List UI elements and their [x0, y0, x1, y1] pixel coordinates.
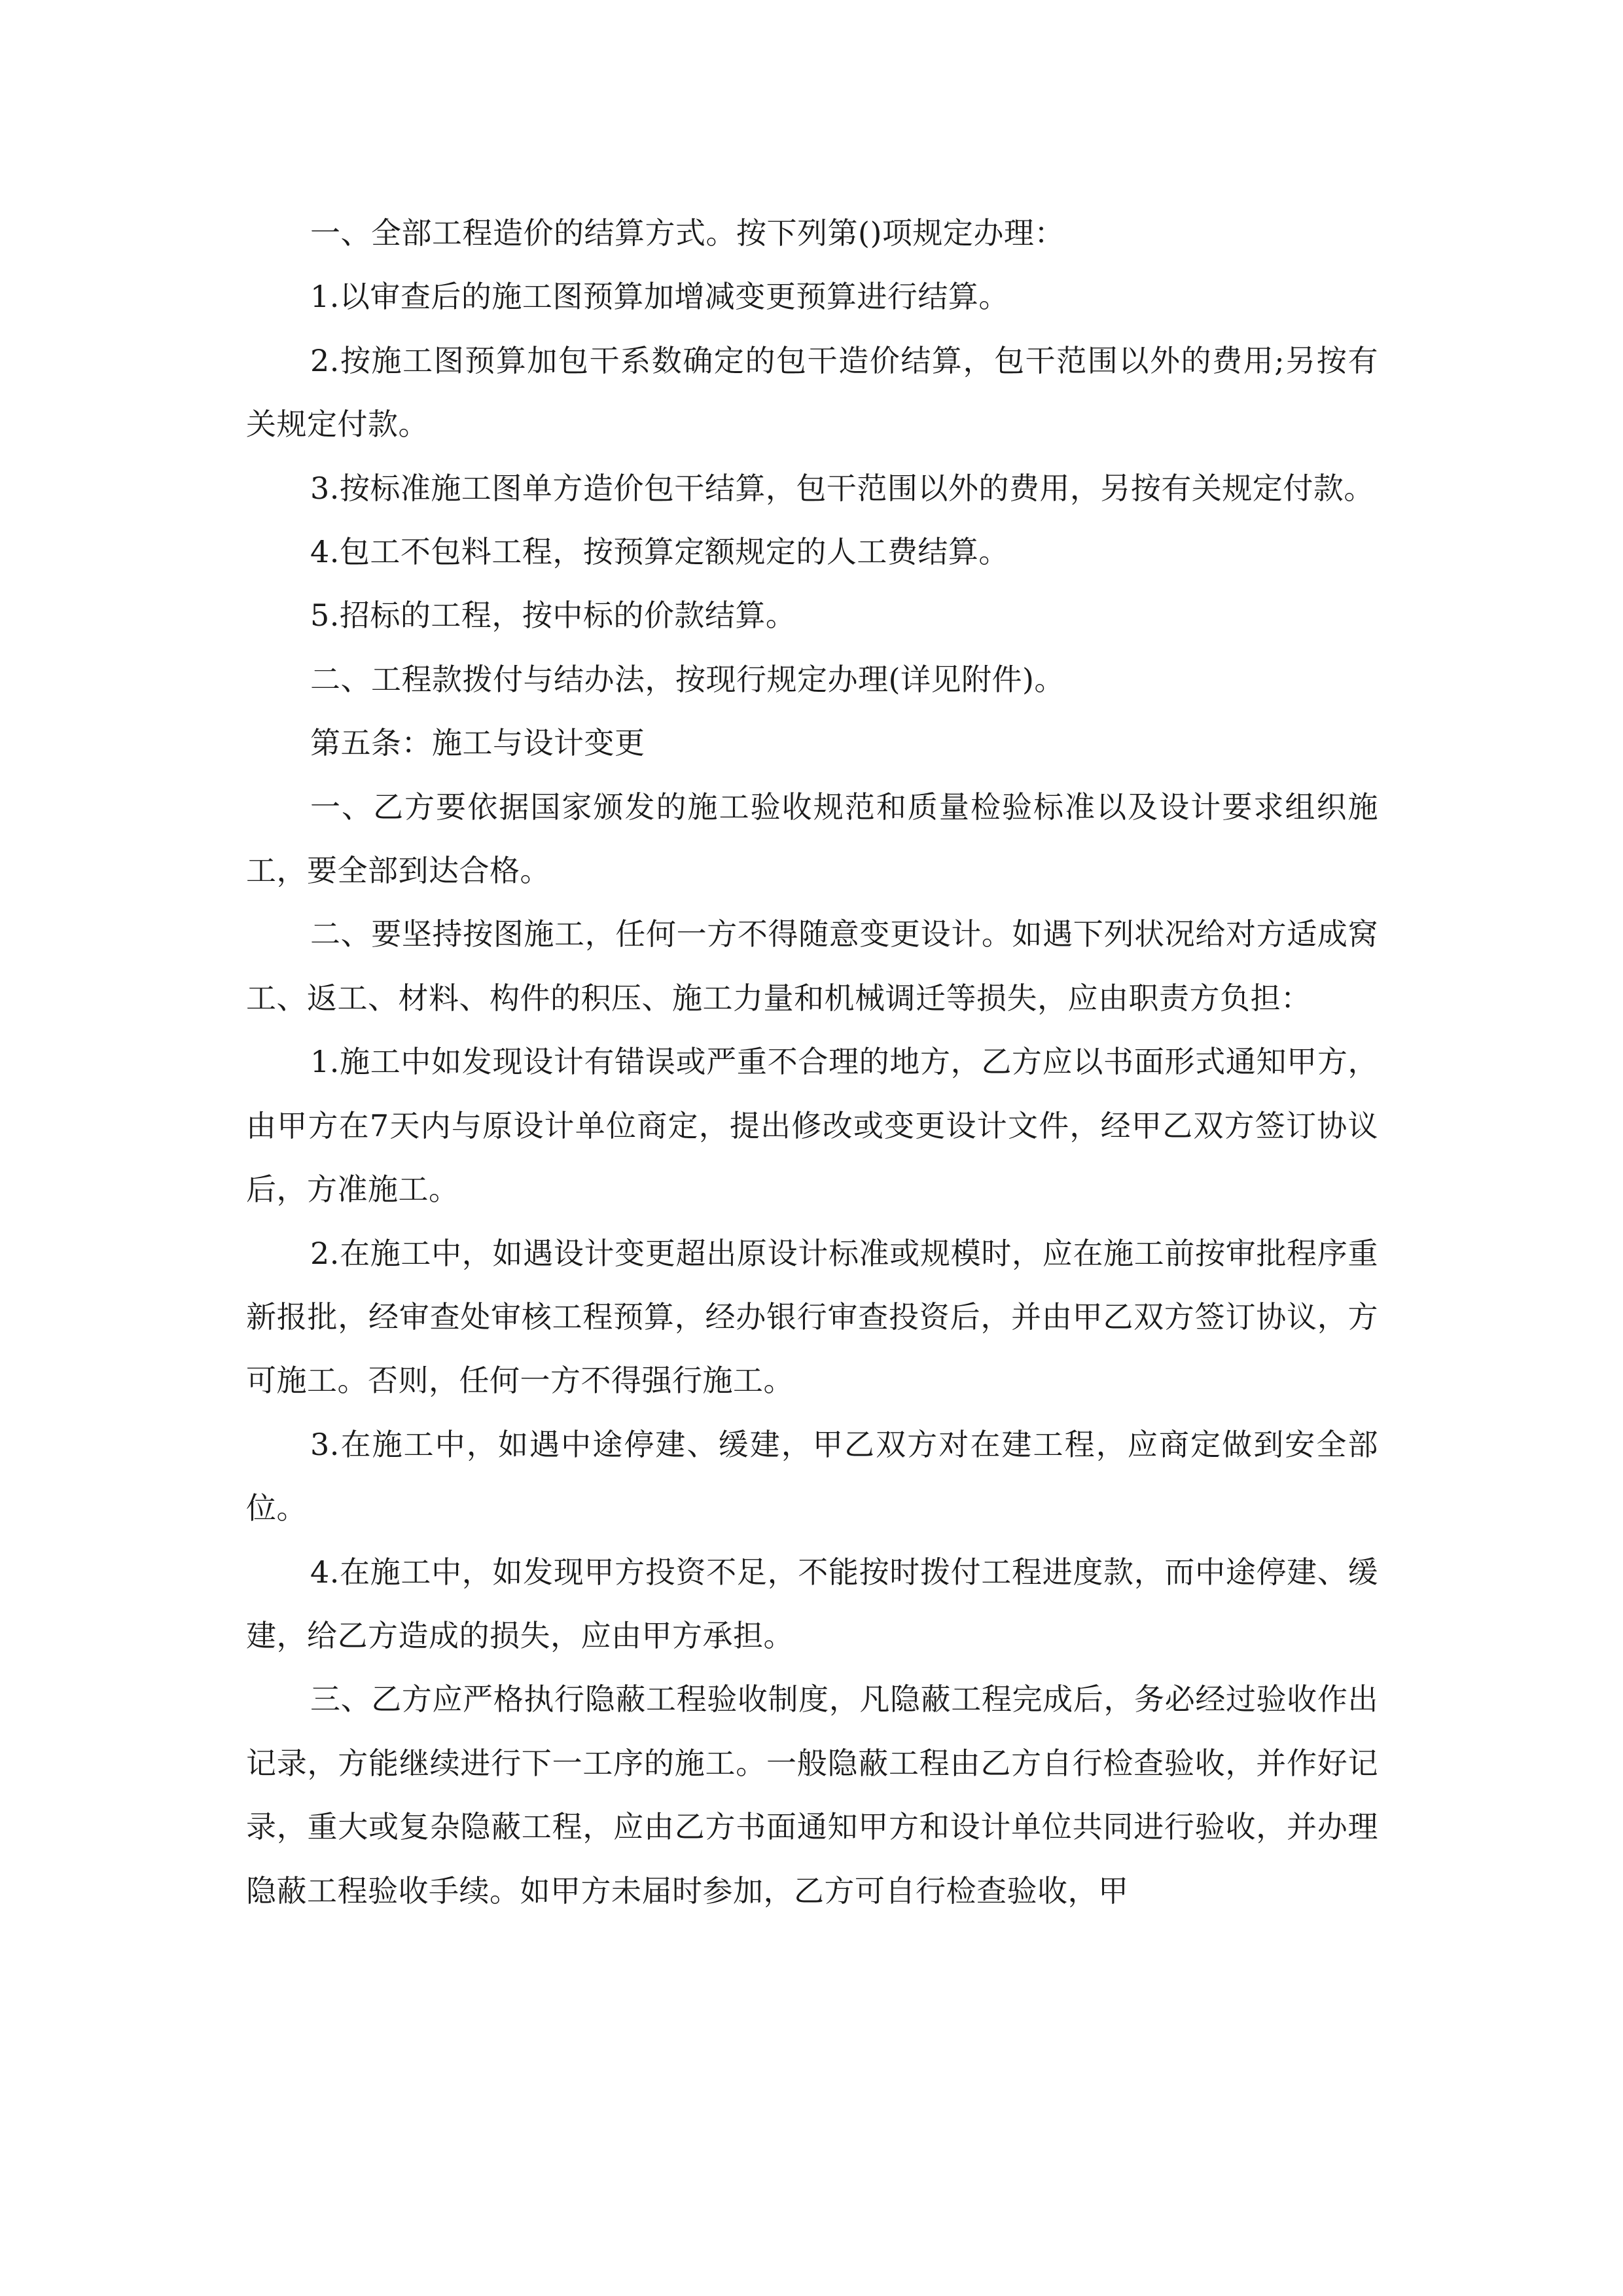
paragraph-item-3: 3.按标准施工图单方造价包干结算，包干范围以外的费用，另按有关规定付款。 — [310, 470, 1374, 506]
paragraph-construction-standards: 一、乙方要依据国家颁发的施工验收规范和质量检验标准以及设计要求组织施工，要全部到达合格。 — [246, 789, 1378, 889]
paragraph-change-item-3: 3.在施工中，如遇中途停建、缓建，甲乙双方对在建工程，应商定做到安全部位。 — [246, 1426, 1378, 1526]
paragraph-payment: 二、工程款拨付与结办法，按现行规定办理(详见附件)。 — [310, 661, 1065, 697]
paragraph-design-changes: 二、要坚持按图施工，任何一方不得随意变更设计。如遇下列状况给对方适成窝工、返工、材料、构件的积压、施工力量和机械调迁等损失，应由职责方负担： — [246, 916, 1378, 1016]
document-body — [246, 202, 1378, 1923]
paragraph-settlement-method: 一、全部工程造价的结算方式。按下列第()项规定办理： — [310, 215, 1065, 251]
article-5-heading: 第五条：施工与设计变更 — [310, 725, 645, 761]
paragraph-item-2: 2.按施工图预算加包干系数确定的包干造价结算，包干范围以外的费用;另按有关规定付款。 — [246, 342, 1378, 442]
paragraph-item-4: 4.包工不包料工程，按预算定额规定的人工费结算。 — [310, 534, 1009, 570]
paragraph-item-5: 5.招标的工程，按中标的价款结算。 — [310, 598, 796, 634]
paragraph-hidden-works: 三、乙方应严格执行隐蔽工程验收制度，凡隐蔽工程完成后，务必经过验收作出记录，方能继续进行下一工序的施工。一般隐蔽工程由乙方自行检查验收，并作好记录，重大或复杂隐蔽工程，应由乙方书面通知甲方和设计单位共同进行验收，并办理隐蔽工程验收手续。如甲方未届时参加，乙方可自行检查验收，甲 — [246, 1681, 1378, 1909]
paragraph-change-item-1: 1.施工中如发现设计有错误或严重不合理的地方，乙方应以书面形式通知甲方，由甲方在7天内与原设计单位商定，提出修改或变更设计文件，经甲乙双方签订协议后，方准施工。 — [246, 1044, 1378, 1208]
paragraph-change-item-4: 4.在施工中，如发现甲方投资不足，不能按时拨付工程进度款，而中途停建、缓建，给乙方造成的损失，应由甲方承担。 — [246, 1554, 1378, 1653]
paragraph-item-1: 1.以审查后的施工图预算加增减变更预算进行结算。 — [310, 279, 1009, 315]
paragraph-change-item-2: 2.在施工中，如遇设计变更超出原设计标准或规模时，应在施工前按审批程序重新报批，经审查处审核工程预算，经办银行审查投资后，并由甲乙双方签订协议，方可施工。否则，任何一方不得强行施工。 — [246, 1235, 1378, 1399]
